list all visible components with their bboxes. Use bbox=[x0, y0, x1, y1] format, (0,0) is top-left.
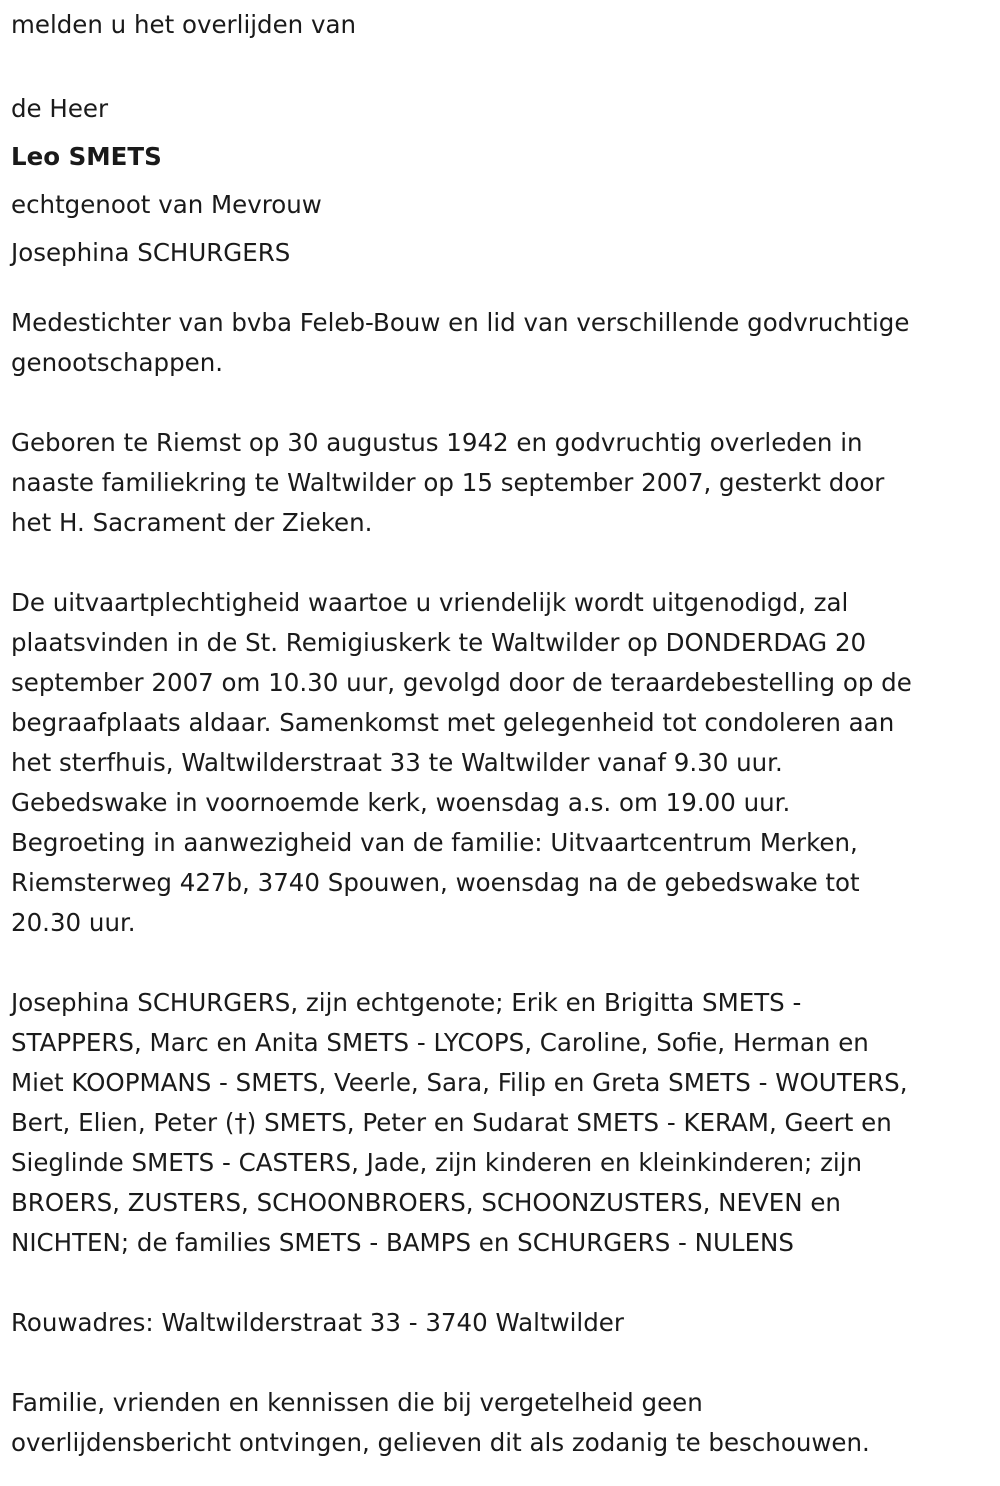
family-paragraph bbox=[11, 983, 1000, 1263]
spouse-line: echtgenoot van Mevrouw bbox=[11, 190, 322, 219]
family-line: BROERS, ZUSTERS, SCHOONBROERS, SCHOONZUSTERS, NEVEN en bbox=[11, 1188, 841, 1217]
family-line: NICHTEN; de families SMETS - BAMPS en SCHURGERS - NULENS bbox=[11, 1228, 794, 1257]
ceremony-line: 20.30 uur. bbox=[11, 908, 136, 937]
spouse-name: Josephina SCHURGERS bbox=[11, 238, 291, 267]
ceremony-paragraph bbox=[11, 583, 1000, 943]
title-prefix: de Heer bbox=[11, 94, 109, 123]
family-line: Bert, Elien, Peter (†) SMETS, Peter en Sudarat SMETS - KERAM, Geert en bbox=[11, 1108, 892, 1137]
closing-line: Familie, vrienden en kennissen die bij vergetelheid geen bbox=[11, 1388, 703, 1417]
bio-paragraph bbox=[11, 303, 1000, 383]
closing-line: overlijdensbericht ontvingen, gelieven dit als zodanig te beschouwen. bbox=[11, 1428, 870, 1457]
family-line: STAPPERS, Marc en Anita SMETS - LYCOPS, Caroline, Sofie, Herman en bbox=[11, 1028, 869, 1057]
spacer bbox=[11, 45, 1000, 85]
bio-line: Medestichter van bvba Feleb-Bouw en lid van verschillende godvruchtige bbox=[11, 308, 910, 337]
birth-line: naaste familiekring te Waltwilder op 15 september 2007, gesterkt door bbox=[11, 468, 885, 497]
deceased-name: Leo SMETS bbox=[11, 142, 162, 171]
ceremony-line: Riemsterweg 427b, 3740 Spouwen, woensdag na de gebedswake tot bbox=[11, 868, 860, 897]
ceremony-line: Gebedswake in voornoemde kerk, woensdag a.s. om 19.00 uur. bbox=[11, 788, 791, 817]
intro-text: melden u het overlijden van bbox=[11, 10, 357, 39]
ceremony-line: De uitvaartplechtigheid waartoe u vriendelijk wordt uitgenodigd, zal bbox=[11, 588, 849, 617]
mourning-address: Rouwadres: Waltwilderstraat 33 - 3740 Waltwilder bbox=[11, 1308, 624, 1337]
ceremony-line: Begroeting in aanwezigheid van de familie: Uitvaartcentrum Merken, bbox=[11, 828, 858, 857]
birth-line: het H. Sacrament der Zieken. bbox=[11, 508, 373, 537]
ceremony-line: plaatsvinden in de St. Remigiuskerk te Waltwilder op DONDERDAG 20 bbox=[11, 628, 867, 657]
family-line: Josephina SCHURGERS, zijn echtgenote; Erik en Brigitta SMETS - bbox=[11, 988, 802, 1017]
ceremony-line: het sterfhuis, Waltwilderstraat 33 te Waltwilder vanaf 9.30 uur. bbox=[11, 748, 783, 777]
birth-line: Geboren te Riemst op 30 augustus 1942 en godvruchtig overleden in bbox=[11, 428, 863, 457]
family-line: Sieglinde SMETS - CASTERS, Jade, zijn kinderen en kleinkinderen; zijn bbox=[11, 1148, 863, 1177]
bio-line: genootschappen. bbox=[11, 348, 224, 377]
family-line: Miet KOOPMANS - SMETS, Veerle, Sara, Filip en Greta SMETS - WOUTERS, bbox=[11, 1068, 908, 1097]
address-paragraph bbox=[11, 1303, 1000, 1343]
birth-paragraph bbox=[11, 423, 1000, 543]
closing-paragraph bbox=[11, 1383, 1000, 1463]
ceremony-line: september 2007 om 10.30 uur, gevolgd door de teraardebestelling op de bbox=[11, 668, 912, 697]
ceremony-line: begraafplaats aldaar. Samenkomst met gelegenheid tot condoleren aan bbox=[11, 708, 895, 737]
